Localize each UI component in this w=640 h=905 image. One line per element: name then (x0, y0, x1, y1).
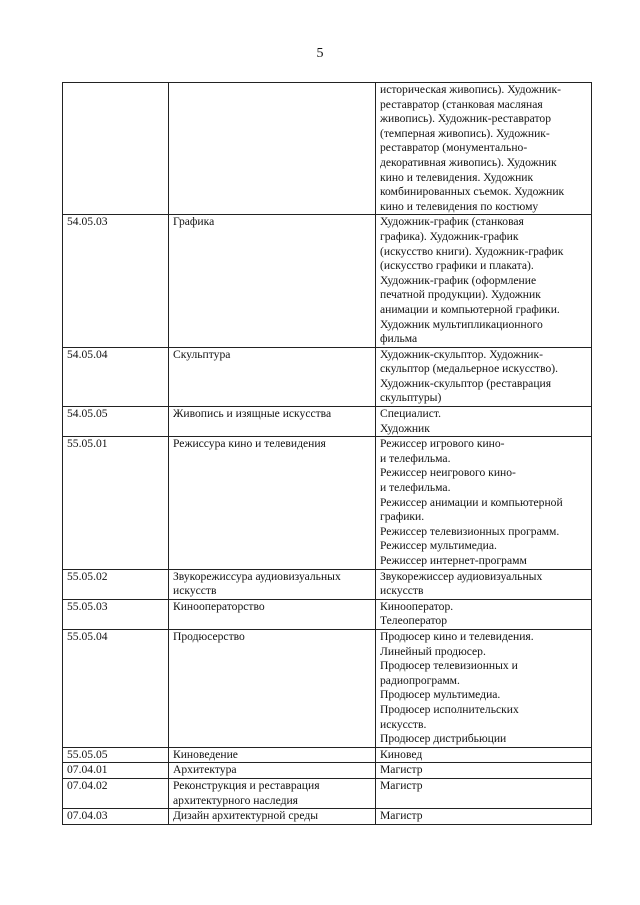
qualification-line: комбинированных съемок. Художник (380, 185, 565, 199)
specialties-table (62, 82, 592, 825)
table-row (63, 809, 592, 825)
qualification-line: кино и телевидения. Художник (380, 170, 534, 184)
specialty-name-line: Архитектура (173, 763, 237, 777)
table-row (63, 778, 592, 808)
specialty-name-line: Продюсерство (173, 629, 245, 643)
specialty-name-cell (169, 569, 376, 599)
table-row (63, 215, 592, 347)
specialty-code-cell: 55.05.05 (63, 747, 169, 763)
qualification-line: реставратор (станковая масляная (380, 97, 543, 111)
specialty-code-cell: 07.04.02 (63, 778, 169, 808)
table-row (63, 747, 592, 763)
specialty-name-cell (169, 83, 376, 215)
qualification-line: Магистр (380, 778, 423, 792)
qualification-line: и телефильма. (380, 451, 451, 465)
qualification-line: Продюсер мультимедиа. (380, 688, 501, 702)
qualification-line: Линейный продюсер. (380, 644, 486, 658)
page-number: 5 (316, 46, 324, 61)
specialty-name-line: архитектурного наследия (173, 793, 299, 807)
specialty-name-cell (169, 407, 376, 437)
specialty-name-cell (169, 763, 376, 779)
qualification-line: Режиссер анимации и компьютерной (380, 495, 563, 509)
table-row (63, 599, 592, 629)
qualification-line: Художник мультипликационного (380, 317, 543, 331)
qualification-line: живопись). Художник-реставратор (380, 112, 552, 126)
specialty-name-line: Кинооператорство (173, 599, 265, 613)
qualification-cell (376, 809, 592, 825)
specialty-name-line: Звукорежиссура аудиовизуальных (173, 569, 341, 583)
specialty-name-cell (169, 599, 376, 629)
specialty-name-cell (169, 747, 376, 763)
qualification-line: реставратор (монументально- (380, 141, 528, 155)
qualification-line: Специалист. (380, 407, 441, 421)
qualification-line: фильма (380, 332, 418, 346)
specialty-name-cell (169, 809, 376, 825)
table-row (63, 347, 592, 406)
qualification-line: декоративная живопись). Художник (380, 155, 557, 169)
specialty-code-cell: 55.05.01 (63, 437, 169, 569)
qualification-line: скульптор (медальерное искусство). (380, 362, 559, 376)
specialty-code-cell: 07.04.03 (63, 809, 169, 825)
specialty-name-line: Скульптура (173, 347, 231, 361)
specialty-code-cell: 55.05.03 (63, 599, 169, 629)
specialty-name-cell (169, 215, 376, 347)
table-row (63, 83, 592, 215)
qualification-cell (376, 599, 592, 629)
specialty-name-line: искусств (173, 584, 217, 598)
specialty-name-line: Реконструкция и реставрация (173, 778, 320, 792)
specialty-code-cell: 54.05.05 (63, 407, 169, 437)
specialty-name-cell (169, 437, 376, 569)
qualification-line: анимации и компьютерной графики. (380, 302, 560, 316)
table-row (63, 763, 592, 779)
table-row (63, 629, 592, 747)
qualification-line: (искусство книги). Художник-график (380, 244, 564, 258)
qualification-line: (искусство графики и плаката). (380, 259, 534, 273)
specialty-name-line: Дизайн архитектурной среды (173, 809, 319, 823)
qualification-line: Режиссер неигрового кино- (380, 466, 516, 480)
qualification-line: искусств. (380, 717, 427, 731)
specialty-name-line: Киноведение (173, 747, 238, 761)
qualification-line: Художник-скульптор. Художник- (380, 347, 543, 361)
table-row (63, 569, 592, 599)
qualification-cell (376, 437, 592, 569)
qualification-line: Телеоператор (380, 614, 448, 628)
specialty-code-cell: 07.04.01 (63, 763, 169, 779)
qualification-line: Художник-скульптор (реставрация (380, 376, 552, 390)
qualification-line: искусств (380, 584, 424, 598)
specialty-name-cell (169, 778, 376, 808)
qualification-cell (376, 83, 592, 215)
qualification-line: Художник-график (оформление (380, 273, 537, 287)
specialty-name-line: Живопись и изящные искусства (173, 407, 332, 421)
qualification-line: радиопрограмм. (380, 673, 460, 687)
qualification-line: Продюсер исполнительских (380, 702, 519, 716)
qualification-line: графики. (380, 510, 425, 524)
qualification-cell (376, 215, 592, 347)
qualification-line: Режиссер телевизионных программ. (380, 524, 560, 538)
qualification-cell (376, 407, 592, 437)
specialty-name-cell (169, 629, 376, 747)
qualification-line: Режиссер мультимедиа. (380, 539, 497, 553)
qualification-cell (376, 778, 592, 808)
qualification-line: Художник (380, 421, 430, 435)
specialty-code-cell: 54.05.04 (63, 347, 169, 406)
qualification-cell (376, 747, 592, 763)
qualification-line: Продюсер телевизионных и (380, 659, 518, 673)
qualification-line: (темперная живопись). Художник- (380, 126, 550, 140)
specialty-name-line: Графика (173, 215, 215, 229)
specialty-name-cell (169, 347, 376, 406)
qualification-line: печатной продукции). Художник (380, 288, 541, 302)
qualification-cell (376, 569, 592, 599)
qualification-line: Режиссер игрового кино- (380, 437, 505, 451)
qualification-line: Кинооператор. (380, 599, 454, 613)
qualification-line: графика). Художник-график (380, 229, 519, 243)
qualification-line: Режиссер интернет-программ (380, 554, 527, 567)
specialty-code-cell: 55.05.04 (63, 629, 169, 747)
qualification-line: Продюсер дистрибьюции (380, 732, 507, 746)
qualification-line: скульптуры) (380, 391, 442, 405)
specialty-name-line: Режиссура кино и телевидения (173, 437, 326, 451)
qualification-line: кино и телевидения по костюму (380, 199, 539, 213)
qualification-cell (376, 763, 592, 779)
qualification-line: Звукорежиссер аудиовизуальных (380, 569, 543, 583)
qualification-line: Художник-график (станковая (380, 215, 524, 229)
qualification-line: и телефильма. (380, 481, 451, 495)
qualification-cell (376, 629, 592, 747)
table-row (63, 407, 592, 437)
qualification-line: Продюсер кино и телевидения. (380, 629, 534, 643)
qualification-line: Магистр (380, 809, 423, 823)
qualification-line: Магистр (380, 763, 423, 777)
specialty-code-cell: 54.05.03 (63, 215, 169, 347)
qualification-line: историческая живопись). Художник- (380, 83, 561, 96)
qualification-cell (376, 347, 592, 406)
table-body (63, 83, 592, 825)
qualification-line: Киновед (380, 747, 423, 761)
table-row (63, 437, 592, 569)
specialty-code-cell (63, 83, 169, 215)
specialty-code-cell: 55.05.02 (63, 569, 169, 599)
